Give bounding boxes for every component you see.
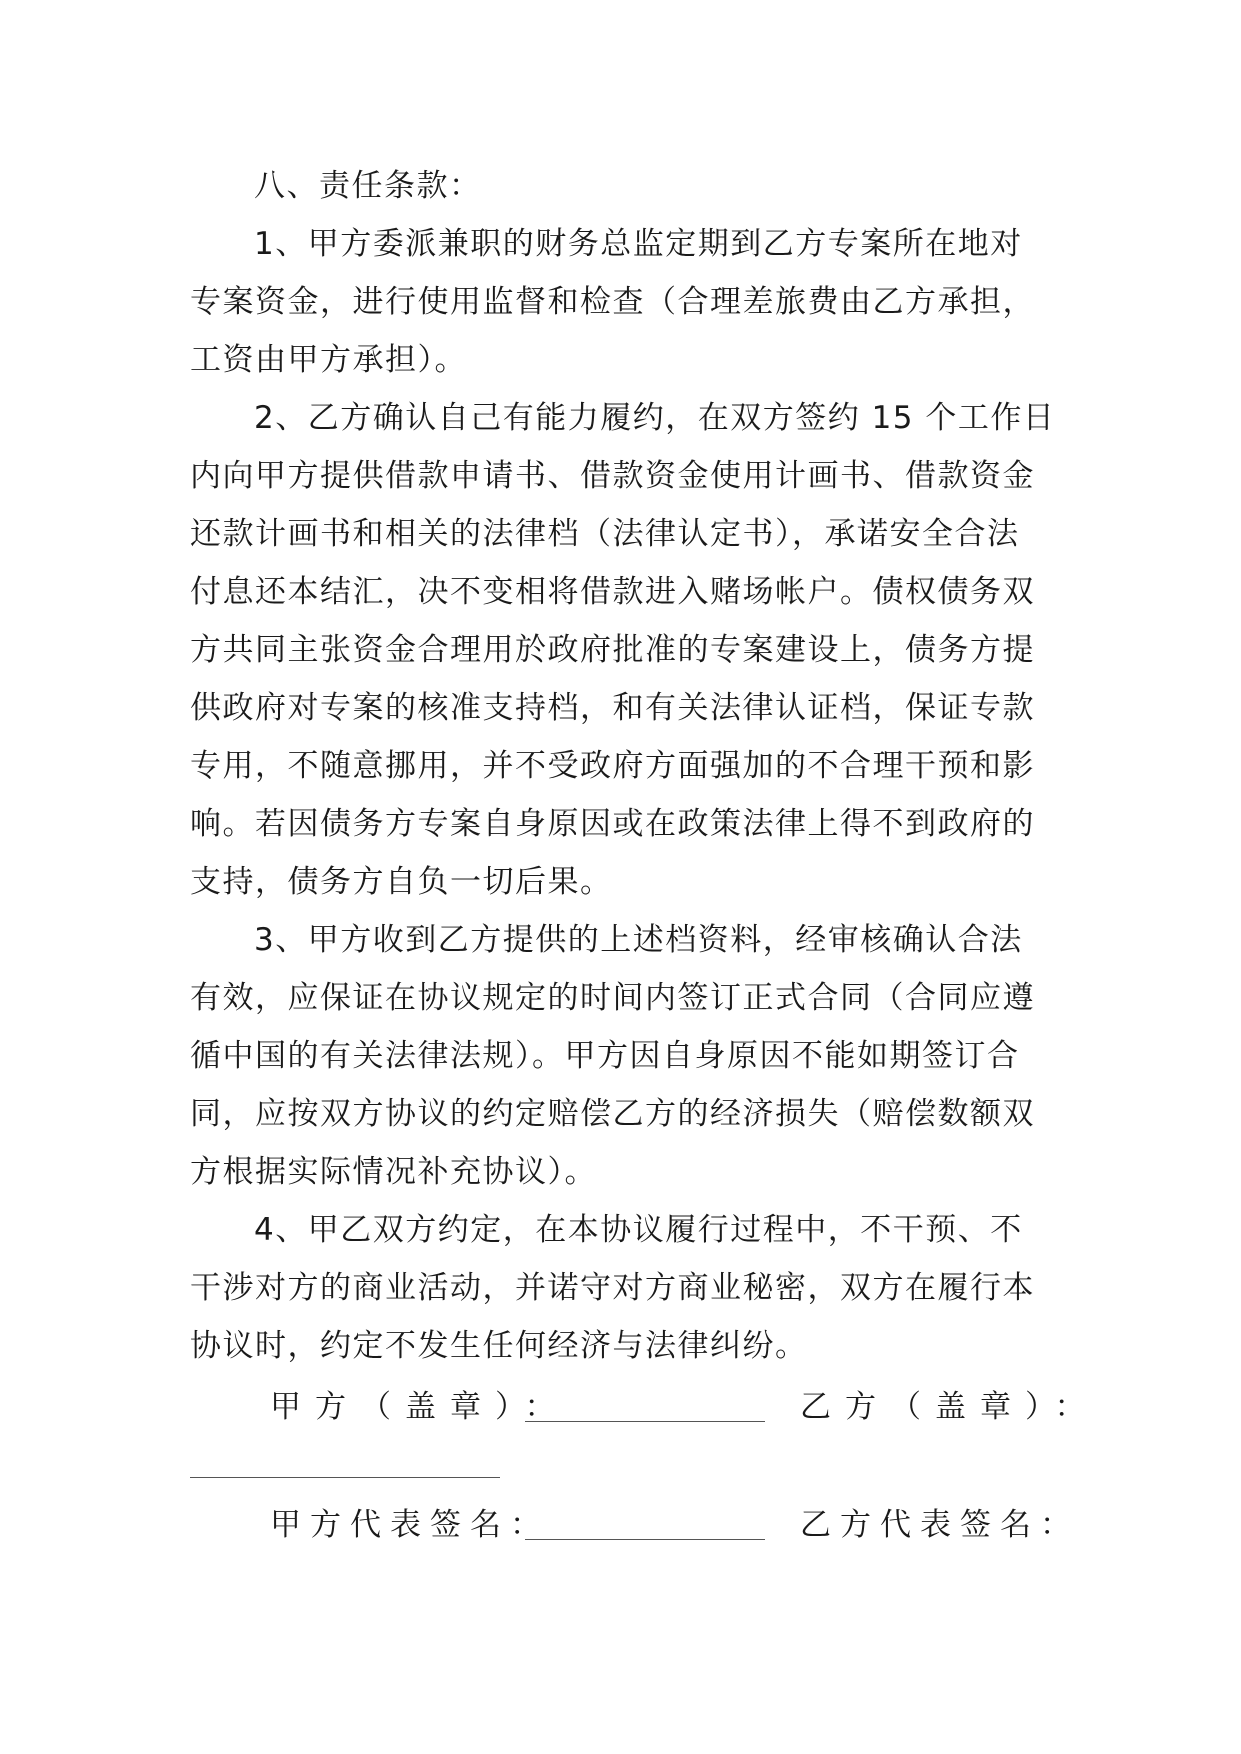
clause-2-line: 还款计画书和相关的法律档（法律认定书），承诺安全合法 <box>190 516 1020 552</box>
party-b-seal-blank[interactable] <box>190 1477 500 1478</box>
clause-2-line: 内向甲方提供借款申请书、借款资金使用计画书、借款资金 <box>190 458 1035 494</box>
clause-3-line: 同，应按双方协议的约定赔偿乙方的经济损失（赔偿数额双 <box>190 1096 1035 1132</box>
clause-2-line: 专用，不随意挪用，并不受政府方面强加的不合理干预和影 <box>190 748 1035 784</box>
party-a-seal-blank[interactable] <box>525 1421 765 1422</box>
party-b-seal-label: 乙方（盖章）： <box>800 1389 1100 1425</box>
clause-4-line: 干涉对方的商业活动，并诺守对方商业秘密，双方在履行本 <box>190 1270 1035 1306</box>
clause-3-line: 方根据实际情况补充协议）。 <box>190 1154 597 1190</box>
clause-3-line: 有效，应保证在协议规定的时间内签订正式合同（合同应遵 <box>190 980 1035 1016</box>
clause-2-line: 2、乙方确认自己有能力履约，在双方签约 15 个工作日 <box>254 400 1056 436</box>
clause-4-line: 4、甲乙双方约定，在本协议履行过程中，不干预、不 <box>254 1212 1023 1248</box>
clause-2-line: 付息还本结汇，决不变相将借款进入赌场帐户。债权债务双 <box>190 574 1035 610</box>
clause-4-line: 协议时，约定不发生任何经济与法律纠纷。 <box>190 1328 808 1364</box>
party-a-seal-label: 甲方（盖章）： <box>270 1389 570 1425</box>
clause-3-line: 循中国的有关法律法规）。甲方因自身原因不能如期签订合 <box>190 1038 1020 1074</box>
party-a-rep-blank[interactable] <box>525 1539 765 1540</box>
party-a-rep-label: 甲方代表签名： <box>270 1507 550 1543</box>
section-heading: 八、责任条款： <box>254 168 482 204</box>
clause-2-line: 响。若因债务方专案自身原因或在政策法律上得不到政府的 <box>190 806 1035 842</box>
clause-1-line: 专案资金，进行使用监督和检查（合理差旅费由乙方承担， <box>190 284 1035 320</box>
party-b-rep-label: 乙方代表签名： <box>800 1507 1080 1543</box>
clause-3-line: 3、甲方收到乙方提供的上述档资料，经审核确认合法 <box>254 922 1023 958</box>
clause-1-line: 工资由甲方承担）。 <box>190 342 467 378</box>
clause-1-line: 1、甲方委派兼职的财务总监定期到乙方专案所在地对 <box>254 226 1023 262</box>
clause-2-line: 支持，债务方自负一切后果。 <box>190 864 613 900</box>
clause-2-line: 供政府对专案的核准支持档，和有关法律认证档，保证专款 <box>190 690 1035 726</box>
clause-2-line: 方共同主张资金合理用於政府批准的专案建设上，债务方提 <box>190 632 1035 668</box>
